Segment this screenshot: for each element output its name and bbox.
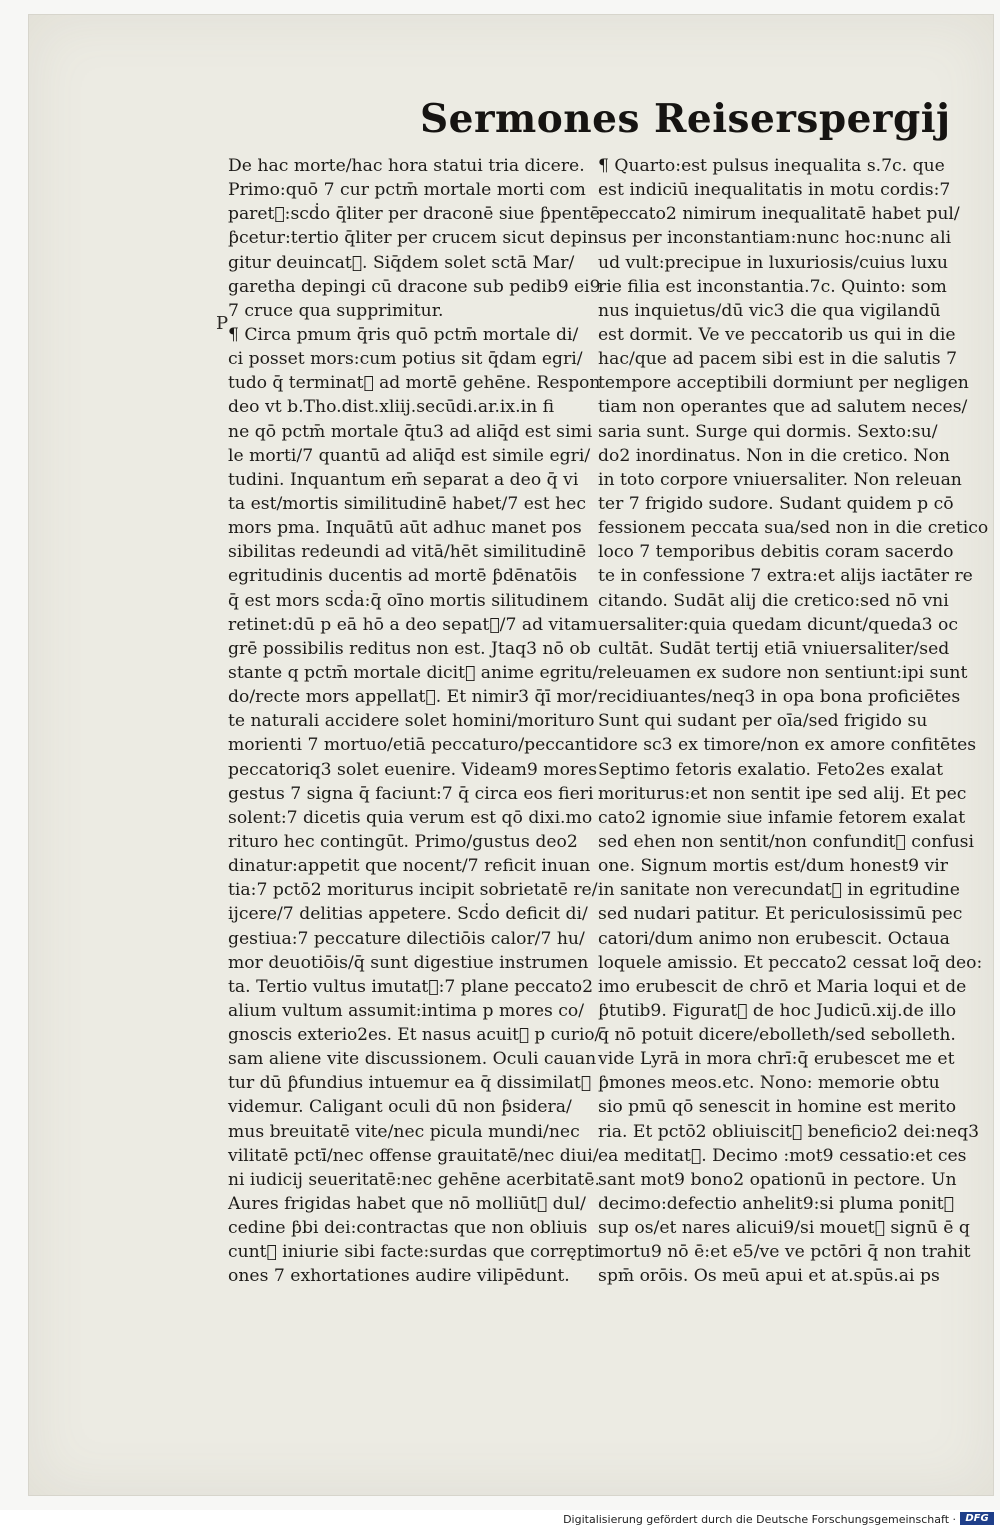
right-column-line: do2 inordinatus. Non in die cretico. Non	[598, 445, 950, 466]
left-column-line: ¶ Circa pmum q̄ris quō pctm̄ mortale di/	[228, 324, 579, 345]
left-column-line: 7 cruce qua supprimitur.	[228, 300, 444, 321]
margin-mark: P	[216, 313, 229, 334]
right-column-line: loquele amissio. Et peccato2 cessat loq̄ deo:	[598, 952, 983, 973]
left-column-line: do/recte mors appellatᷓ. Et nimir3 q̄ī mor/	[228, 687, 598, 708]
left-column-line: tudini. Inquantum em̄ separat a deo q̄ vi	[228, 469, 579, 490]
left-column-line: tia:7 pctō2 moriturus incipit sobrietatē re/	[228, 880, 598, 901]
right-column-line: nus inquietus/dū vic3 die qua vigilandū	[598, 300, 941, 321]
right-column-line: Septimo fetoris exalatio. Feto2es exalat	[598, 759, 944, 780]
left-column-line: Aures frigidas habet que nō molliūtᷓ dul/	[228, 1194, 586, 1215]
right-column-line: saria sunt. Surge qui dormis. Sexto:su/	[598, 421, 938, 442]
left-column-line: videmur. Caligant oculi dū non ƥsidera/	[228, 1097, 572, 1118]
right-column-line: ƥmones meos.etc. Nono: memorie obtu	[598, 1073, 940, 1094]
right-column-line: releuamen ex sudore non sentiunt:ipi sunt	[598, 662, 968, 683]
left-column-line: alium vultum assumit:intima p mores co/	[228, 1000, 585, 1021]
left-column-line: cedine ƥbi dei:contractas que non obliuis	[228, 1218, 588, 1239]
left-column-line: peccatoriq3 solet euenire. Videam9 mores	[228, 759, 598, 780]
left-column-line: ci posset mors:cum potius sit q̄dam egri/	[228, 349, 583, 370]
right-column-line: decimo:defectio anhelit9:si pluma ponitᷓ	[598, 1194, 954, 1215]
left-column-line: sam aliene vite discussionem. Oculi cauan	[228, 1049, 597, 1070]
left-column-line: ƥcetur:tertio q̄liter per crucem sicut depin	[228, 228, 599, 249]
left-column-line: ijcere/7 delitias appetere. Scḋo deficit di/	[228, 904, 588, 925]
right-column-line: loco 7 temporibus debitis coram sacerdo	[598, 542, 954, 563]
left-column-line: dinatur:appetit que nocent/7 reficit inuan	[228, 856, 591, 877]
left-column-line: garetha depingi cū dracone sub pedib9 ei9	[228, 276, 601, 297]
right-column-line: tempore acceptibili dormiunt per negligen	[598, 373, 969, 394]
left-column-line: solent:7 dicetis quia verum est qō dixi.mo	[228, 807, 593, 828]
left-column-line: deo vt b.Tho.dist.xliij.secūdi.ar.ix.in fi	[228, 397, 555, 418]
right-column-line: te in confessione 7 extra:et alijs iactāter re	[598, 566, 973, 587]
left-column-line: stante q pctm̄ mortale dicitᷓ anime egritu/	[228, 662, 599, 683]
left-column-line: tur dū ƥfundius intuemur ea q̄ dissimilatᷓ	[228, 1073, 592, 1094]
right-column-line: sed ehen non sentit/non confunditᷓ confusi	[598, 831, 974, 852]
left-column-line: le morti/7 quantū ad aliq̄d est simile egri/	[228, 445, 591, 466]
right-text-column	[598, 154, 990, 1289]
right-column-line: catori/dum animo non erubescit. Octaua	[598, 928, 950, 949]
right-column-line: moriturus:et non sentit ipe sed alij. Et pec	[598, 783, 967, 804]
left-column-line: vilitatē pctī/nec offense grauitatē/nec diui/	[228, 1145, 599, 1166]
right-column-line: est dormit. Ve ve peccatorib us qui in die	[598, 324, 956, 345]
left-column-line: gestiua:7 peccature dilectiōis calor/7 hu/	[228, 928, 585, 949]
left-column-line: De hac morte/hac hora statui tria dicere.	[228, 156, 585, 176]
right-column-line: sed nudari patitur. Et periculosissimū pec	[598, 904, 963, 925]
left-column-line: morienti 7 mortuo/etiā peccaturo/peccanti	[228, 735, 599, 756]
right-column-line: one. Signum mortis est/dum honest9 vir	[598, 856, 948, 877]
right-column-line: ter 7 frigido sudore. Sudant quidem p cō	[598, 493, 954, 514]
right-column-line: tiam non operantes que ad salutem neces/	[598, 397, 968, 418]
left-column-line: gestus 7 signa q̄ faciunt:7 q̄ circa eos fieri	[228, 783, 594, 804]
right-column-line: peccato2 nimirum inequalitatē habet pul/	[598, 204, 960, 225]
right-column-line: dore sc3 ex timore/non ex amore confitētes	[598, 735, 977, 756]
right-column-line: ea meditatᷓ. Decimo :mot9 cessatio:et ces	[598, 1145, 967, 1166]
left-column-line: tudo q̄ terminatᷓ ad mortē gehēne. Respon	[228, 373, 601, 394]
left-column-line: mus breuitatē vite/nec picula mundi/nec	[228, 1121, 580, 1142]
left-column-line: grē possibilis reditus non est. Jtaq3 nō ob	[228, 638, 591, 659]
left-column-line: mors pma. Inquātū aūt adhuc manet pos	[228, 518, 582, 539]
right-column-line: uersaliter:quia quedam dicunt/queda3 oc	[598, 614, 958, 635]
left-column-line: egritudinis ducentis ad mortē ƥdēnatōis	[228, 566, 578, 587]
left-column-line: cuntᷓ iniurie sibi facte:surdas que corrępti	[228, 1242, 600, 1263]
right-column-line: ria. Et pctō2 obliuiscitᷓ beneficio2 dei:neq3	[598, 1121, 980, 1142]
right-column-line: fessionem peccata sua/sed non in die cretico	[598, 518, 989, 539]
right-column-line: sup os/et nares alicui9/si mouetᷓ signū ē q	[598, 1218, 970, 1239]
right-column-line: ud vult:precipue in luxuriosis/cuius luxu	[598, 252, 948, 273]
right-column-line: recidiuantes/neq3 in opa bona proficiētes	[598, 687, 961, 708]
left-column-line: gnoscis exterio2es. Et nasus acuitᷓ p curio/	[228, 1025, 601, 1046]
left-column-line: ta. Tertio vultus imutatᷓ:7 plane peccato2	[228, 976, 594, 997]
right-column-line: sus per inconstantiam:nunc hoc:nunc ali	[598, 228, 952, 249]
right-column-line: imo erubescit de chrō et Maria loqui et de	[598, 976, 967, 997]
right-column-line: vide Lyrā in mora chrī:q̄ erubescet me et	[598, 1049, 955, 1070]
left-column-line: mor deuotiōis/q̄ sunt digestiue instrumen	[228, 952, 589, 973]
dfg-logo: DFG	[960, 1512, 994, 1525]
left-column-line: ones 7 exhortationes audire vilipēdunt.	[228, 1266, 570, 1287]
right-column-line: q̄ nō potuit dicere/ebolleth/sed sebolleth.	[598, 1025, 956, 1046]
left-column-line: ta est/mortis similitudinē habet/7 est hec	[228, 493, 586, 514]
left-column-line: te naturali accidere solet homini/morituro	[228, 711, 595, 732]
right-column-line: rie filia est inconstantia.7c. Quinto: som	[598, 276, 947, 297]
right-column-line: Sunt qui sudant per oīa/sed frigido su	[598, 711, 928, 732]
left-column-line: sibilitas redeundi ad vitā/hēt similitudinē	[228, 542, 587, 563]
footer-credit: Digitalisierung gefördert durch die Deutsche Forschungsgemeinschaft ·	[563, 1513, 956, 1526]
left-column-line: paretᷓ:scḋo q̄liter per draconē siue ƥpentē	[228, 204, 600, 225]
left-column-line: q̄ est mors scḋa:q̄ oīno mortis silitudinem	[228, 590, 589, 611]
running-head: Sermones Reiserspergij	[420, 96, 951, 142]
left-column-line: Primo:quō 7 cur pctm̄ mortale morti com	[228, 180, 586, 201]
right-column-line: in sanitate non verecundatᷓ in egritudine	[598, 880, 960, 901]
right-column-line: ¶ Quarto:est pulsus inequalita s.7c. que	[598, 156, 945, 176]
right-column-line: in toto corpore vniuersaliter. Non releuan	[598, 469, 962, 490]
right-column-line: ƥtutib9. Figuratᷓ de hoc Judicū.xij.de illo	[598, 1000, 957, 1021]
right-column-line: spm̄ orōis. Os meū apui et at.spūs.ai ps	[598, 1266, 940, 1287]
left-text-column	[228, 154, 600, 1289]
right-column-line: cultāt. Sudāt tertij etiā vniuersaliter/sed	[598, 638, 950, 659]
right-column-line: sio pmū qō senescit in homine est merito	[598, 1097, 957, 1118]
right-column-line: cato2 ignomie siue infamie fetorem exalat	[598, 807, 966, 828]
right-column-line: mortu9 nō ē:et e5/ve ve pctōri q̄ non trahit	[598, 1242, 971, 1263]
left-column-line: gitur deuincatᷓ. Siq̄dem solet sctā Mar/	[228, 252, 575, 273]
left-column-line: ne qō pctm̄ mortale q̄tu3 ad aliq̄d est simi	[228, 421, 593, 442]
right-column-line: citando. Sudāt alij die cretico:sed nō vni	[598, 590, 949, 611]
right-column-line: sant mot9 bono2 opationū in pectore. Un	[598, 1169, 957, 1190]
left-column-line: ni iudicij seueritatē:nec gehēne acerbitatē.	[228, 1169, 600, 1190]
right-column-line: est indiciū inequalitatis in motu cordis:7	[598, 180, 951, 201]
left-column-line: retinet:dū p eā hō a deo sepatᷓ/7 ad vitam	[228, 614, 598, 635]
right-column-line: hac/que ad pacem sibi est in die salutis 7	[598, 349, 958, 370]
left-column-line: rituro hec contingūt. Primo/gustus deo2	[228, 831, 578, 852]
